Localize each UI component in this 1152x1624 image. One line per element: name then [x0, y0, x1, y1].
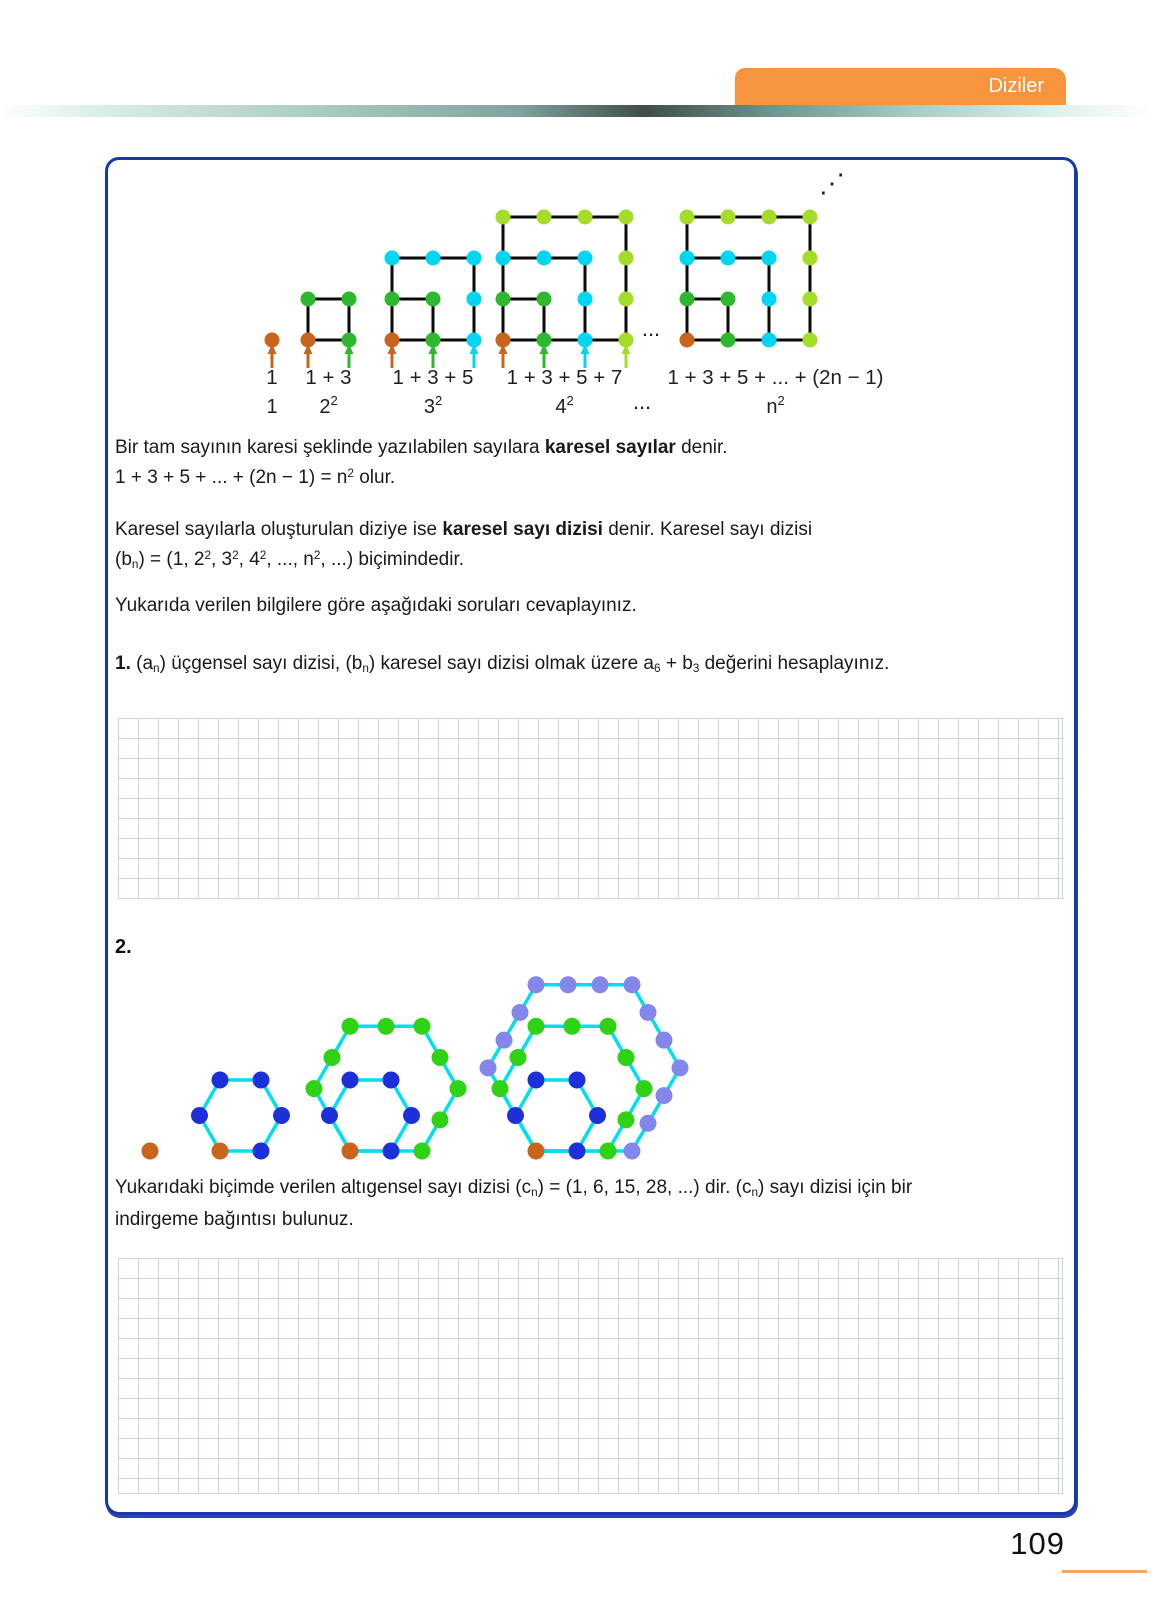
- hexagonal-numbers-diagram: [105, 935, 1077, 1177]
- question-2-text: Yukarıdaki biçimde verilen altıgensel sayı dizisi (cn) = (1, 6, 15, 28, ...) dir. (cn) sayı dizisi için bir indirgeme bağıntısı bulunuz.: [115, 1177, 913, 1230]
- svg-text:n2: $n^2$: [766, 393, 785, 418]
- chapter-badge-label: Diziler: [988, 75, 1044, 97]
- svg-text:32: $3^2$: [423, 393, 443, 418]
- page-number-underline: [1062, 1570, 1147, 1573]
- svg-text:⋰: ⋰: [819, 168, 845, 198]
- header-gradient-bar: [0, 105, 1152, 117]
- svg-text:1 + 3: 1 + 3: [305, 366, 352, 389]
- svg-text:...: ...: [632, 389, 652, 414]
- svg-text:...: ...: [641, 316, 661, 341]
- chapter-badge: [735, 68, 1066, 105]
- svg-text:1 + 3 + 5 + ... + (2n − 1): 1 + 3 + 5 + ... + (2n − 1): [667, 366, 884, 389]
- svg-text:1 + 3 + 5: 1 + 3 + 5: [392, 366, 474, 389]
- question-1-text: 1. (an) üçgensel sayı dizisi, (bn) karesel sayı dizisi olmak üzere a6 + b3 değerini hesaplayınız.: [115, 653, 890, 676]
- answer-grid-2: [118, 1258, 1063, 1494]
- svg-text:1 + 3 + 5 + 7: 1 + 3 + 5 + 7: [506, 366, 623, 389]
- question-2-number: 2.: [115, 936, 132, 958]
- square-numbers-diagram: [105, 160, 1077, 426]
- answer-grid-1: [118, 718, 1063, 899]
- instruction-paragraph: Yukarıda verilen bilgilere göre aşağıdaki soruları cevaplayınız.: [115, 595, 637, 616]
- svg-text:42: $4^2$: [555, 393, 574, 418]
- page-number: 109: [1010, 1526, 1065, 1561]
- svg-text:1: 1: [266, 366, 278, 389]
- intro-paragraph-square-sequence: Karesel sayılarla oluşturulan diziye ise karesel sayı dizisi denir. Karesel sayı dizisi (bn) = (1, $2^2$, $3^2$, $4^2$, ..., $n^2$, ...) biçimindedir.: [115, 519, 813, 572]
- svg-text:1: 1: [266, 396, 278, 418]
- intro-paragraph-square-numbers: Bir tam sayının karesi şeklinde yazılabilen sayılara karesel sayılar denir. 1 + 3 + 5 + ... + $(2n - 1) = n^2$ olur.: [115, 437, 728, 488]
- svg-text:22: $2^2$: [319, 393, 338, 418]
